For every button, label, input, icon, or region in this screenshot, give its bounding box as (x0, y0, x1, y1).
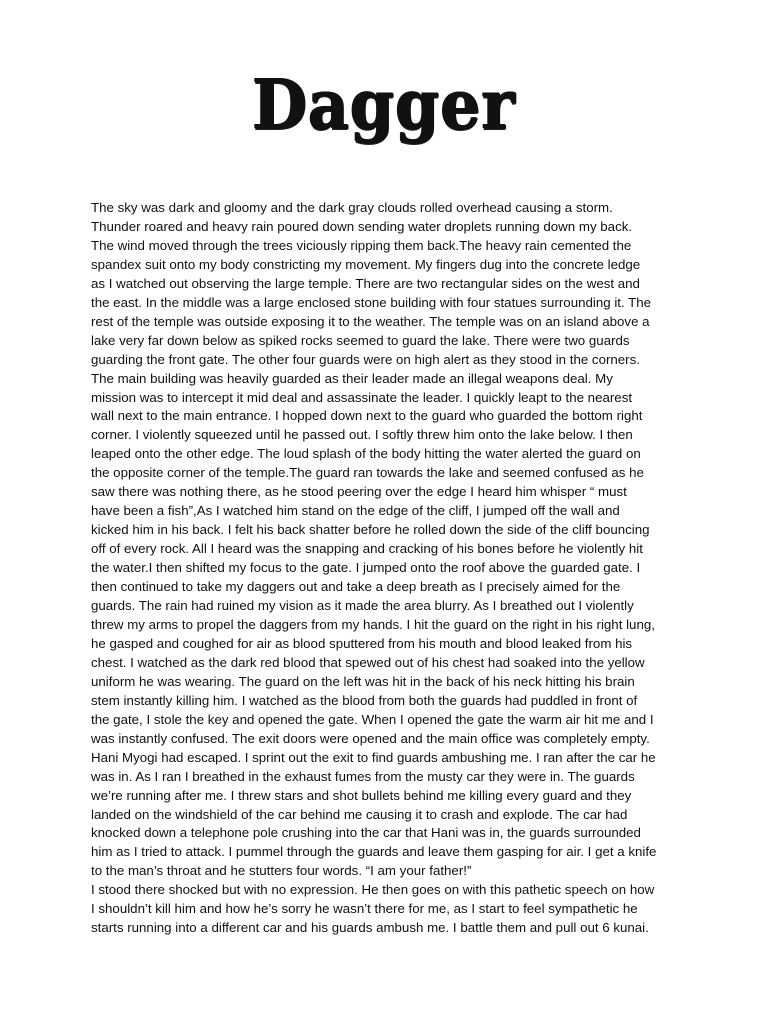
text-line: him as I tried to attack. I pummel through the guards and leave them gasping for air. I get a knife (91, 844, 657, 860)
text-line: uniform he was wearing. The guard on the left was hit in the back of his neck hitting his brain (91, 673, 635, 689)
text-line: the water.I then shifted my focus to the gate. I jumped onto the roof above the guarded gate. I (91, 560, 641, 576)
text-line: rest of the temple was outside exposing it to the weather. The temple was on an island above a (91, 313, 650, 329)
text-line: lake very far down below as spiked rocks seemed to guard the lake. There were two guards (91, 332, 630, 348)
text-line: was in. As I ran I breathed in the exhaust fumes from the musty car they were in. The guards (91, 768, 635, 784)
text-line: was instantly confused. The exit doors were opened and the main office was completely empty. (91, 730, 650, 746)
text-line: chest. I watched as the dark red blood that spewed out of his chest had soaked into the yellow (91, 654, 645, 670)
text-line: mission was to intercept it mid deal and assassinate the leader. I quickly leapt to the nearest (91, 389, 633, 405)
text-line: Hani Myogi had escaped. I sprint out the exit to find guards ambushing me. I ran after the car he (91, 749, 656, 765)
text-line: we’re running after me. I threw stars and shot bullets behind me killing every guard and they (91, 787, 632, 803)
text-line: the east. In the middle was a large enclosed stone building with four statues surrounding it. The (91, 294, 652, 310)
text-line: kicked him in his back. I felt his back shatter before he rolled down the side of the cliff bouncing (91, 522, 650, 538)
text-line: threw my arms to propel the daggers from my hands. I hit the guard on the right in his right lung, (91, 616, 655, 632)
text-line: The main building was heavily guarded as their leader made an illegal weapons deal. My (91, 370, 613, 386)
text-line: corner. I violently squeezed until he passed out. I softly threw him onto the lake below. I then (91, 427, 633, 443)
text-line: then continued to take my daggers out and take a deep breath as I precisely aimed for the (91, 579, 621, 595)
document-title: Dagger (252, 65, 516, 145)
text-line: leaped onto the other edge. The loud splash of the body hitting the water alerted the guard on (91, 446, 641, 462)
text-line: have been a fish”,As I watched him stand on the edge of the cliff, I jumped off the wall and (91, 503, 620, 519)
text-line: The wind moved through the trees viciously ripping them back.The heavy rain cemented the (91, 237, 632, 253)
text-line: as I watched out observing the large temple. There are two rectangular sides on the west and (91, 275, 640, 291)
text-line: guards. The rain had ruined my vision as it made the area blurry. As I breathed out I violently (91, 598, 634, 614)
text-line: wall next to the main entrance. I hopped down next to the guard who guarded the bottom right (91, 408, 643, 424)
text-line: the gate, I stole the key and opened the gate. When I opened the gate the warm air hit me and I (91, 711, 654, 727)
text-line: spandex suit onto my body constricting my movement. My fingers dug into the concrete ledge (91, 256, 641, 272)
text-line: saw there was nothing there, as he stood peering over the edge I heard him whisper “ must (91, 484, 627, 500)
text-line: off of every rock. All I heard was the snapping and cracking of his bones before he violently hit (91, 541, 643, 557)
text-line: landed on the windshield of the car behind me causing it to crash and explode. The car had (91, 806, 628, 822)
text-line: to the man’s throat and he stutters four words. “I am your father!” (91, 863, 472, 879)
text-line: he gasped and coughed for air as blood sputtered from his mouth and blood leaked from his (91, 635, 633, 651)
text-line: starts running into a different car and his guards ambush me. I battle them and pull out 6 kunai. (91, 920, 649, 936)
text-line: Thunder roared and heavy rain poured down sending water droplets running down my back. (91, 218, 633, 234)
text-line: guarding the front gate. The other four guards were on high alert as they stood in the corners. (91, 351, 640, 367)
text-line: knocked down a telephone pole crushing into the car that Hani was in, the guards surrounded (91, 825, 641, 841)
text-line: The sky was dark and gloomy and the dark gray clouds rolled overhead causing a storm. (91, 200, 613, 215)
text-line: stem instantly killing him. I watched as the blood from both the guards had puddled in front of (91, 692, 638, 708)
text-line: the opposite corner of the temple.The guard ran towards the lake and seemed confused as he (91, 465, 644, 481)
document-body (91, 199, 691, 938)
text-line: I stood there shocked but with no expression. He then goes on with this pathetic speech on how (91, 882, 655, 898)
text-line: I shouldn’t kill him and how he’s sorry he wasn’t there for me, as I start to feel sympathetic he (91, 901, 638, 917)
